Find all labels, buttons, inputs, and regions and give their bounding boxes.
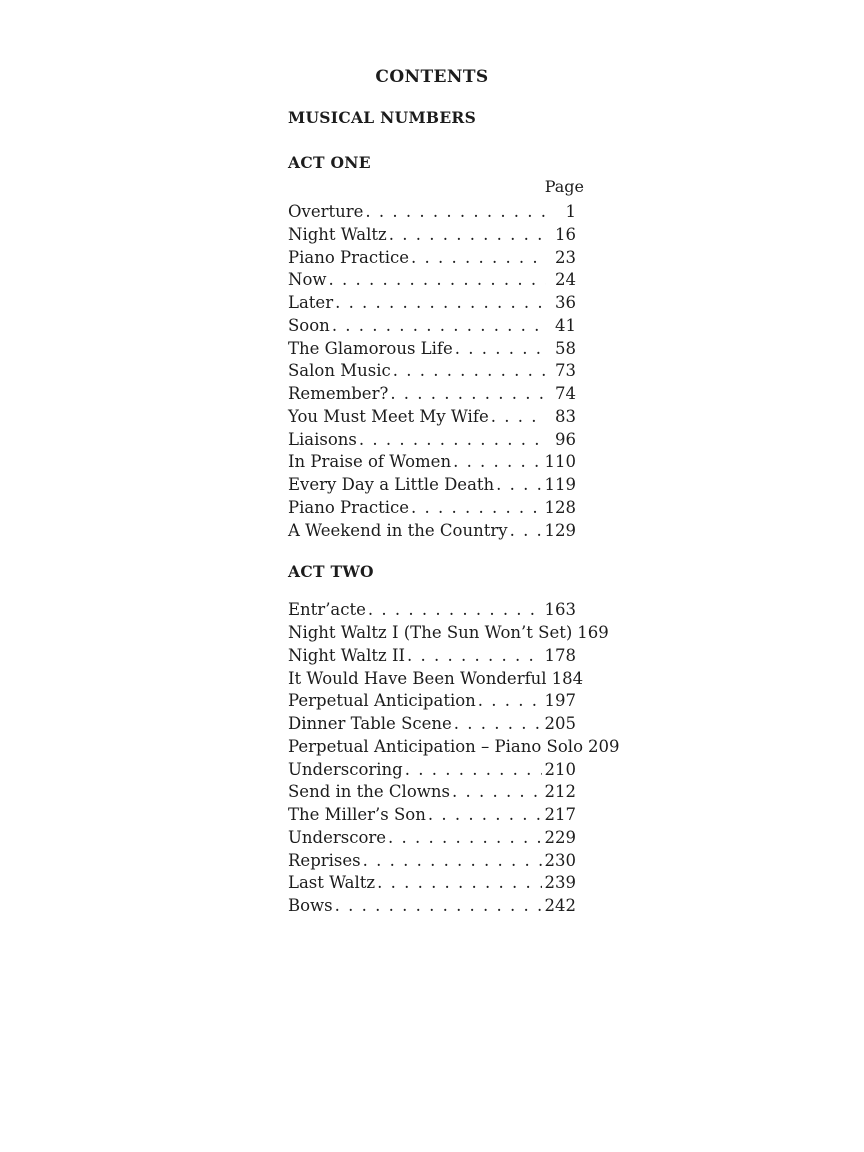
toc-item-title: Soon xyxy=(288,315,330,335)
toc-row xyxy=(288,224,576,247)
toc-dot-leader xyxy=(454,713,542,736)
toc-row xyxy=(288,827,576,850)
section-heading: MUSICAL NUMBERS xyxy=(288,108,477,127)
toc-item-title: In Praise of Women xyxy=(288,452,452,472)
toc-dot-leader xyxy=(428,804,542,827)
toc-item-title: Every Day a Little Death xyxy=(288,475,495,494)
act-one-heading: ACT ONE xyxy=(288,153,371,172)
toc-row xyxy=(288,292,576,315)
toc-item-title: Perpetual Anticipation – Piano Solo xyxy=(288,736,584,756)
toc-row xyxy=(288,850,576,873)
toc-dot-leader xyxy=(407,645,541,668)
toc-item-title: Send in the Clowns xyxy=(288,782,450,802)
toc-row xyxy=(288,804,576,827)
toc-item-title: Piano Practice xyxy=(288,247,410,267)
toc-page-number: 229 xyxy=(544,827,576,847)
act-one-list xyxy=(288,201,576,542)
toc-dot-leader xyxy=(411,247,546,270)
toc-page-number: 178 xyxy=(544,645,576,665)
toc-page xyxy=(288,67,620,918)
toc-page-number: 210 xyxy=(544,759,576,779)
toc-item-title: Reprises xyxy=(288,850,361,870)
toc-dot-leader xyxy=(390,383,546,406)
toc-item-title: Later xyxy=(288,293,334,312)
toc-row xyxy=(288,338,576,361)
toc-page-number: 58 xyxy=(555,338,576,358)
toc-page-number: 230 xyxy=(544,850,576,870)
toc-row xyxy=(288,645,576,668)
toc-row xyxy=(288,599,576,622)
toc-page-number: 163 xyxy=(544,600,576,620)
toc-dot-leader xyxy=(329,269,547,292)
toc-page-number: 73 xyxy=(555,361,576,381)
toc-item-title: You Must Meet My Wife xyxy=(288,406,489,426)
toc-item-title: Last Waltz xyxy=(288,873,376,893)
toc-row xyxy=(288,429,576,452)
toc-item-title: Dinner Table Scene xyxy=(288,714,452,733)
toc-row xyxy=(288,406,576,429)
toc-dot-leader xyxy=(335,292,546,315)
toc-row xyxy=(288,668,584,691)
toc-item-title: A Weekend in the Country xyxy=(288,520,508,540)
toc-dot-leader xyxy=(510,520,542,543)
toc-page-number: 24 xyxy=(555,270,576,290)
toc-page-number: 242 xyxy=(544,896,576,915)
toc-dot-leader xyxy=(455,338,546,361)
page-column-label: Page xyxy=(544,177,584,196)
toc-item-title: Night Waltz xyxy=(288,224,387,244)
toc-dot-leader xyxy=(496,474,541,497)
toc-page-number: 212 xyxy=(544,782,576,802)
page-title: CONTENTS xyxy=(375,67,489,87)
toc-dot-leader xyxy=(405,759,542,782)
toc-item-title: Underscore xyxy=(288,827,387,847)
toc-row xyxy=(288,383,576,406)
toc-row xyxy=(288,872,576,895)
toc-dot-leader xyxy=(359,429,546,452)
toc-row xyxy=(288,474,576,497)
act-two-list xyxy=(288,599,620,918)
toc-dot-leader xyxy=(335,895,542,918)
toc-row xyxy=(288,690,576,713)
act-two-heading: ACT TWO xyxy=(288,562,374,582)
toc-dot-leader xyxy=(491,406,546,429)
toc-row xyxy=(288,895,576,918)
toc-item-title: Perpetual Anticipation xyxy=(288,691,476,711)
toc-dot-leader xyxy=(377,872,541,895)
toc-page-number: 41 xyxy=(555,315,576,335)
toc-page-number: 110 xyxy=(544,452,576,472)
toc-item-title: Bows xyxy=(288,896,333,915)
toc-page-number: 205 xyxy=(544,714,576,733)
toc-row xyxy=(288,451,576,474)
toc-page-number: 128 xyxy=(544,497,576,517)
toc-dot-leader xyxy=(332,315,546,338)
toc-page-number: 36 xyxy=(555,293,576,312)
toc-dot-leader xyxy=(368,599,542,622)
toc-row xyxy=(288,497,576,520)
toc-page-number: 209 xyxy=(588,736,620,756)
toc-dot-leader xyxy=(363,850,542,873)
toc-dot-leader xyxy=(393,360,546,383)
toc-item-title: Liaisons xyxy=(288,429,357,449)
toc-dot-leader xyxy=(452,781,542,804)
toc-page-number: 23 xyxy=(555,247,576,267)
toc-dot-leader xyxy=(388,827,541,850)
toc-row xyxy=(288,360,576,383)
toc-dot-leader xyxy=(478,690,542,713)
toc-item-title: Now xyxy=(288,270,327,290)
toc-dot-leader xyxy=(411,497,541,520)
toc-item-title: Overture xyxy=(288,202,364,221)
toc-item-title: Remember? xyxy=(288,384,389,403)
toc-dot-leader xyxy=(365,201,546,224)
toc-page-number: 197 xyxy=(544,691,576,711)
toc-page-number: 184 xyxy=(551,668,584,688)
toc-item-title: Night Waltz I (The Sun Won’t Set) xyxy=(288,623,573,642)
toc-row xyxy=(288,520,576,543)
toc-page-number: 83 xyxy=(555,406,576,426)
toc-item-title: Underscoring xyxy=(288,759,403,779)
toc-page-number: 74 xyxy=(555,384,576,403)
toc-row xyxy=(288,713,576,736)
toc-page-number: 239 xyxy=(544,873,576,893)
toc-item-title: Entr’acte xyxy=(288,600,366,620)
toc-row xyxy=(288,269,576,292)
toc-item-title: It Would Have Been Wonderful xyxy=(288,668,547,688)
toc-page-number: 96 xyxy=(555,429,576,449)
toc-row xyxy=(288,201,576,224)
toc-row xyxy=(288,759,576,782)
toc-page-number: 169 xyxy=(577,623,609,642)
toc-item-title: The Glamorous Life xyxy=(288,338,453,358)
toc-item-title: Salon Music xyxy=(288,361,391,381)
toc-page-number: 119 xyxy=(544,475,576,494)
toc-item-title: Piano Practice xyxy=(288,497,410,517)
toc-page-number: 1 xyxy=(565,202,576,221)
toc-dot-leader xyxy=(389,224,546,247)
toc-row xyxy=(288,315,576,338)
toc-row xyxy=(288,247,576,270)
toc-page-number: 16 xyxy=(555,224,576,244)
toc-page-number: 217 xyxy=(544,805,576,824)
toc-row xyxy=(288,622,609,645)
toc-dot-leader xyxy=(453,451,541,474)
toc-item-title: Night Waltz II xyxy=(288,645,406,665)
toc-row xyxy=(288,736,620,759)
toc-page-number: 129 xyxy=(544,520,576,540)
toc-item-title: The Miller’s Son xyxy=(288,805,426,824)
toc-row xyxy=(288,781,576,804)
